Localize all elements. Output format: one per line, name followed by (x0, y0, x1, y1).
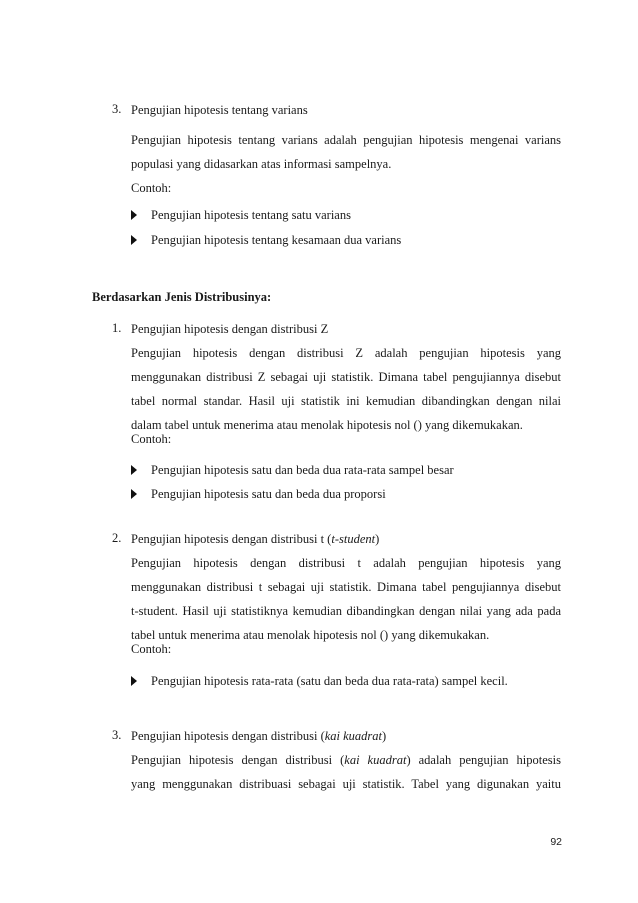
bullet-text: Pengujian hipotesis tentang satu varians (151, 208, 351, 222)
paragraph-line: t-student. Hasil uji statistiknya kemudian dibandingkan dengan nilai yang ada pada (131, 604, 561, 618)
item-heading: Pengujian hipotesis dengan distribusi Z (131, 322, 329, 336)
paragraph-line: menggunakan distribusi t sebagai uji statistik. Dimana tabel pengujiannya disebut (131, 580, 561, 594)
item-heading: Pengujian hipotesis dengan distribusi t (t-student) (131, 532, 380, 546)
paragraph-line: Pengujian hipotesis tentang varians adalah pengujian hipotesis mengenai varians (131, 133, 561, 147)
list-number: 2. (112, 531, 122, 545)
paragraph-line: Pengujian hipotesis dengan distribusi t adalah pengujian hipotesis yang (131, 556, 561, 570)
bullet-arrow-icon (131, 676, 137, 686)
list-number: 3. (112, 102, 122, 116)
paragraph-line: tabel normal standar. Hasil uji statistik ini kemudian dibandingkan dengan nilai (131, 394, 561, 408)
list-number: 1. (112, 321, 122, 335)
paragraph-line: Pengujian hipotesis dengan distribusi (kai kuadrat) adalah pengujian hipotesis (131, 753, 561, 767)
bullet-arrow-icon (131, 465, 137, 475)
paragraph-line: tabel untuk menerima atau menolak hipotesis nol () yang dikemukakan. (131, 628, 490, 642)
item-heading: Pengujian hipotesis dengan distribusi (kai kuadrat) (131, 729, 387, 743)
subsection-heading: Berdasarkan Jenis Distribusinya: (92, 290, 272, 304)
list-number: 3. (112, 728, 122, 742)
bullet-arrow-icon (131, 489, 137, 499)
bullet-text: Pengujian hipotesis satu dan beda dua rata-rata sampel besar (151, 463, 454, 477)
bullet-text: Pengujian hipotesis rata-rata (satu dan beda dua rata-rata) sampel kecil. (151, 674, 508, 688)
paragraph-line: populasi yang didasarkan atas informasi sampelnya. (131, 157, 392, 171)
contoh-label: Contoh: (131, 181, 172, 195)
section-heading: Pengujian hipotesis tentang varians (131, 103, 308, 117)
paragraph-line: Pengujian hipotesis dengan distribusi Z adalah pengujian hipotesis yang (131, 346, 561, 360)
bullet-arrow-icon (131, 210, 137, 220)
page-number: 92 (550, 836, 562, 848)
bullet-text: Pengujian hipotesis tentang kesamaan dua varians (151, 233, 402, 247)
paragraph-line: yang menggunakan distribuasi sebagai uji statistik. Tabel yang digunakan yaitu (131, 777, 561, 791)
paragraph-line: menggunakan distribusi Z sebagai uji statistik. Dimana tabel pengujiannya disebut (131, 370, 561, 384)
contoh-label: Contoh: (131, 432, 172, 446)
paragraph-line: dalam tabel untuk menerima atau menolak hipotesis nol () yang dikemukakan. (131, 418, 523, 432)
bullet-text: Pengujian hipotesis satu dan beda dua proporsi (151, 487, 386, 501)
contoh-label: Contoh: (131, 642, 172, 656)
bullet-arrow-icon (131, 235, 137, 245)
